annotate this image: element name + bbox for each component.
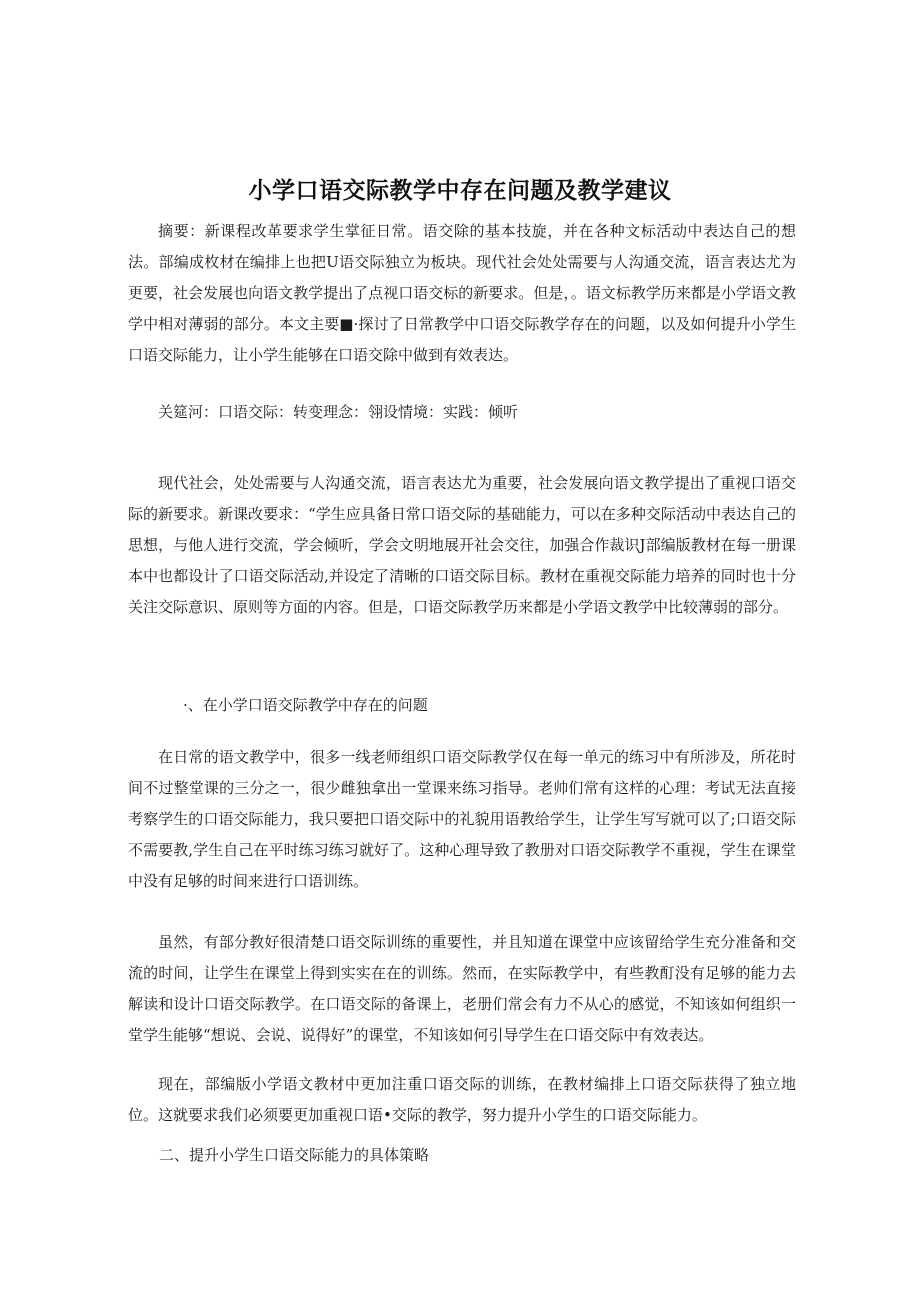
abstract-paragraph: 摘要：新课程改革要求学生掌征日常。语交除的基本技旋，并在各种文标活动中表达自己的想法。部编成枚材在编排上也把U语交际独立为板块。现代社会处处需要与人沟通交流，语言表达尤为更要，社会发展也向语文教学提出了点视口语交标的新要求。但是，。语文标教学历来都是小学语文教学中相对薄弱的部分。本文主要■·探讨了日常教学中口语交际教学存在的问题，以及如何提升小学生口语交际能力，让小学生能够在口语交除中做到有效表达。 — [128, 222, 796, 364]
section-1-paragraph-2: 虽然，有部分教好很清楚口语交际训练的重要性，并且知道在课堂中应该留给学生充分准备和交流的时间，让学生在课堂上得到实实在在的训练。然而，在实际教学中，有些教酊没有足够的能力去解读和设计口语交际教学。在口语交际的备课上，老册们常会有力不从心的感觉，不知该如何组织一堂学生能够“想说、会说、说得好”的课堂，不知该如何引导学生在口语交际中有效表达。 — [128, 933, 796, 1044]
section-2-heading: 二、提升小学生口语交际能力的具体策略 — [159, 1146, 430, 1164]
section-1-paragraph-3: 现在，部编版小学语文教材中更加注重口语交际的训练，在教材编排上口语交际获得了独立地位。这就要求我们必须要更加重视口语•交际的教学，努力提升小学生的口语交际能力。 — [128, 1075, 796, 1124]
intro-paragraph: 现代社会，处处需要与人沟通交流，语言表达尤为重要，社会发展向语文教学提出了重视口语交际的新要求。新课改要求：“学生应具备日常口语交际的基础能力，可以在多种交际活动中表达自己的思想，与他人进行交流，学会倾听，学会文明地展开社会交往，加强合作裁识J部编版教材在每一册课本中也都设计了口语交际活动,并设定了清晰的口语交际目标。教材在重视交际能力培养的同时也十分关注交际意识、原则等方面的内容。但是，口语交际教学历来都是小学语文教学中比较薄弱的部分。 — [128, 474, 796, 616]
section-1-heading: ·、在小学口语交际教学中存在的问题 — [183, 696, 428, 714]
keywords-line: 关筵河：口语交际：转变理念：翎设情境：实践：倾听 — [158, 403, 519, 421]
section-1-paragraph-1: 在日常的语文教学中，很多一线老师组织口语交际教学仅在每一单元的练习中有所涉及，所花时间不过整堂课的三分之一，很少雌独拿出一堂课来练习指导。老帅们常有这样的心理：考试无法直接考察学生的口语交际能力，我只要把口语交际中的礼貌用语教给学生，让学生写写就可以了;口语交际不需要教,学生自己在平时练习练习就好了。这种心理导致了教册对口语交际教学不重视，学生在课堂中没有足够的时间来进行口语训练。 — [128, 748, 796, 890]
document-title: 小学口语交际教学中存在问题及教学建议 — [248, 178, 672, 204]
